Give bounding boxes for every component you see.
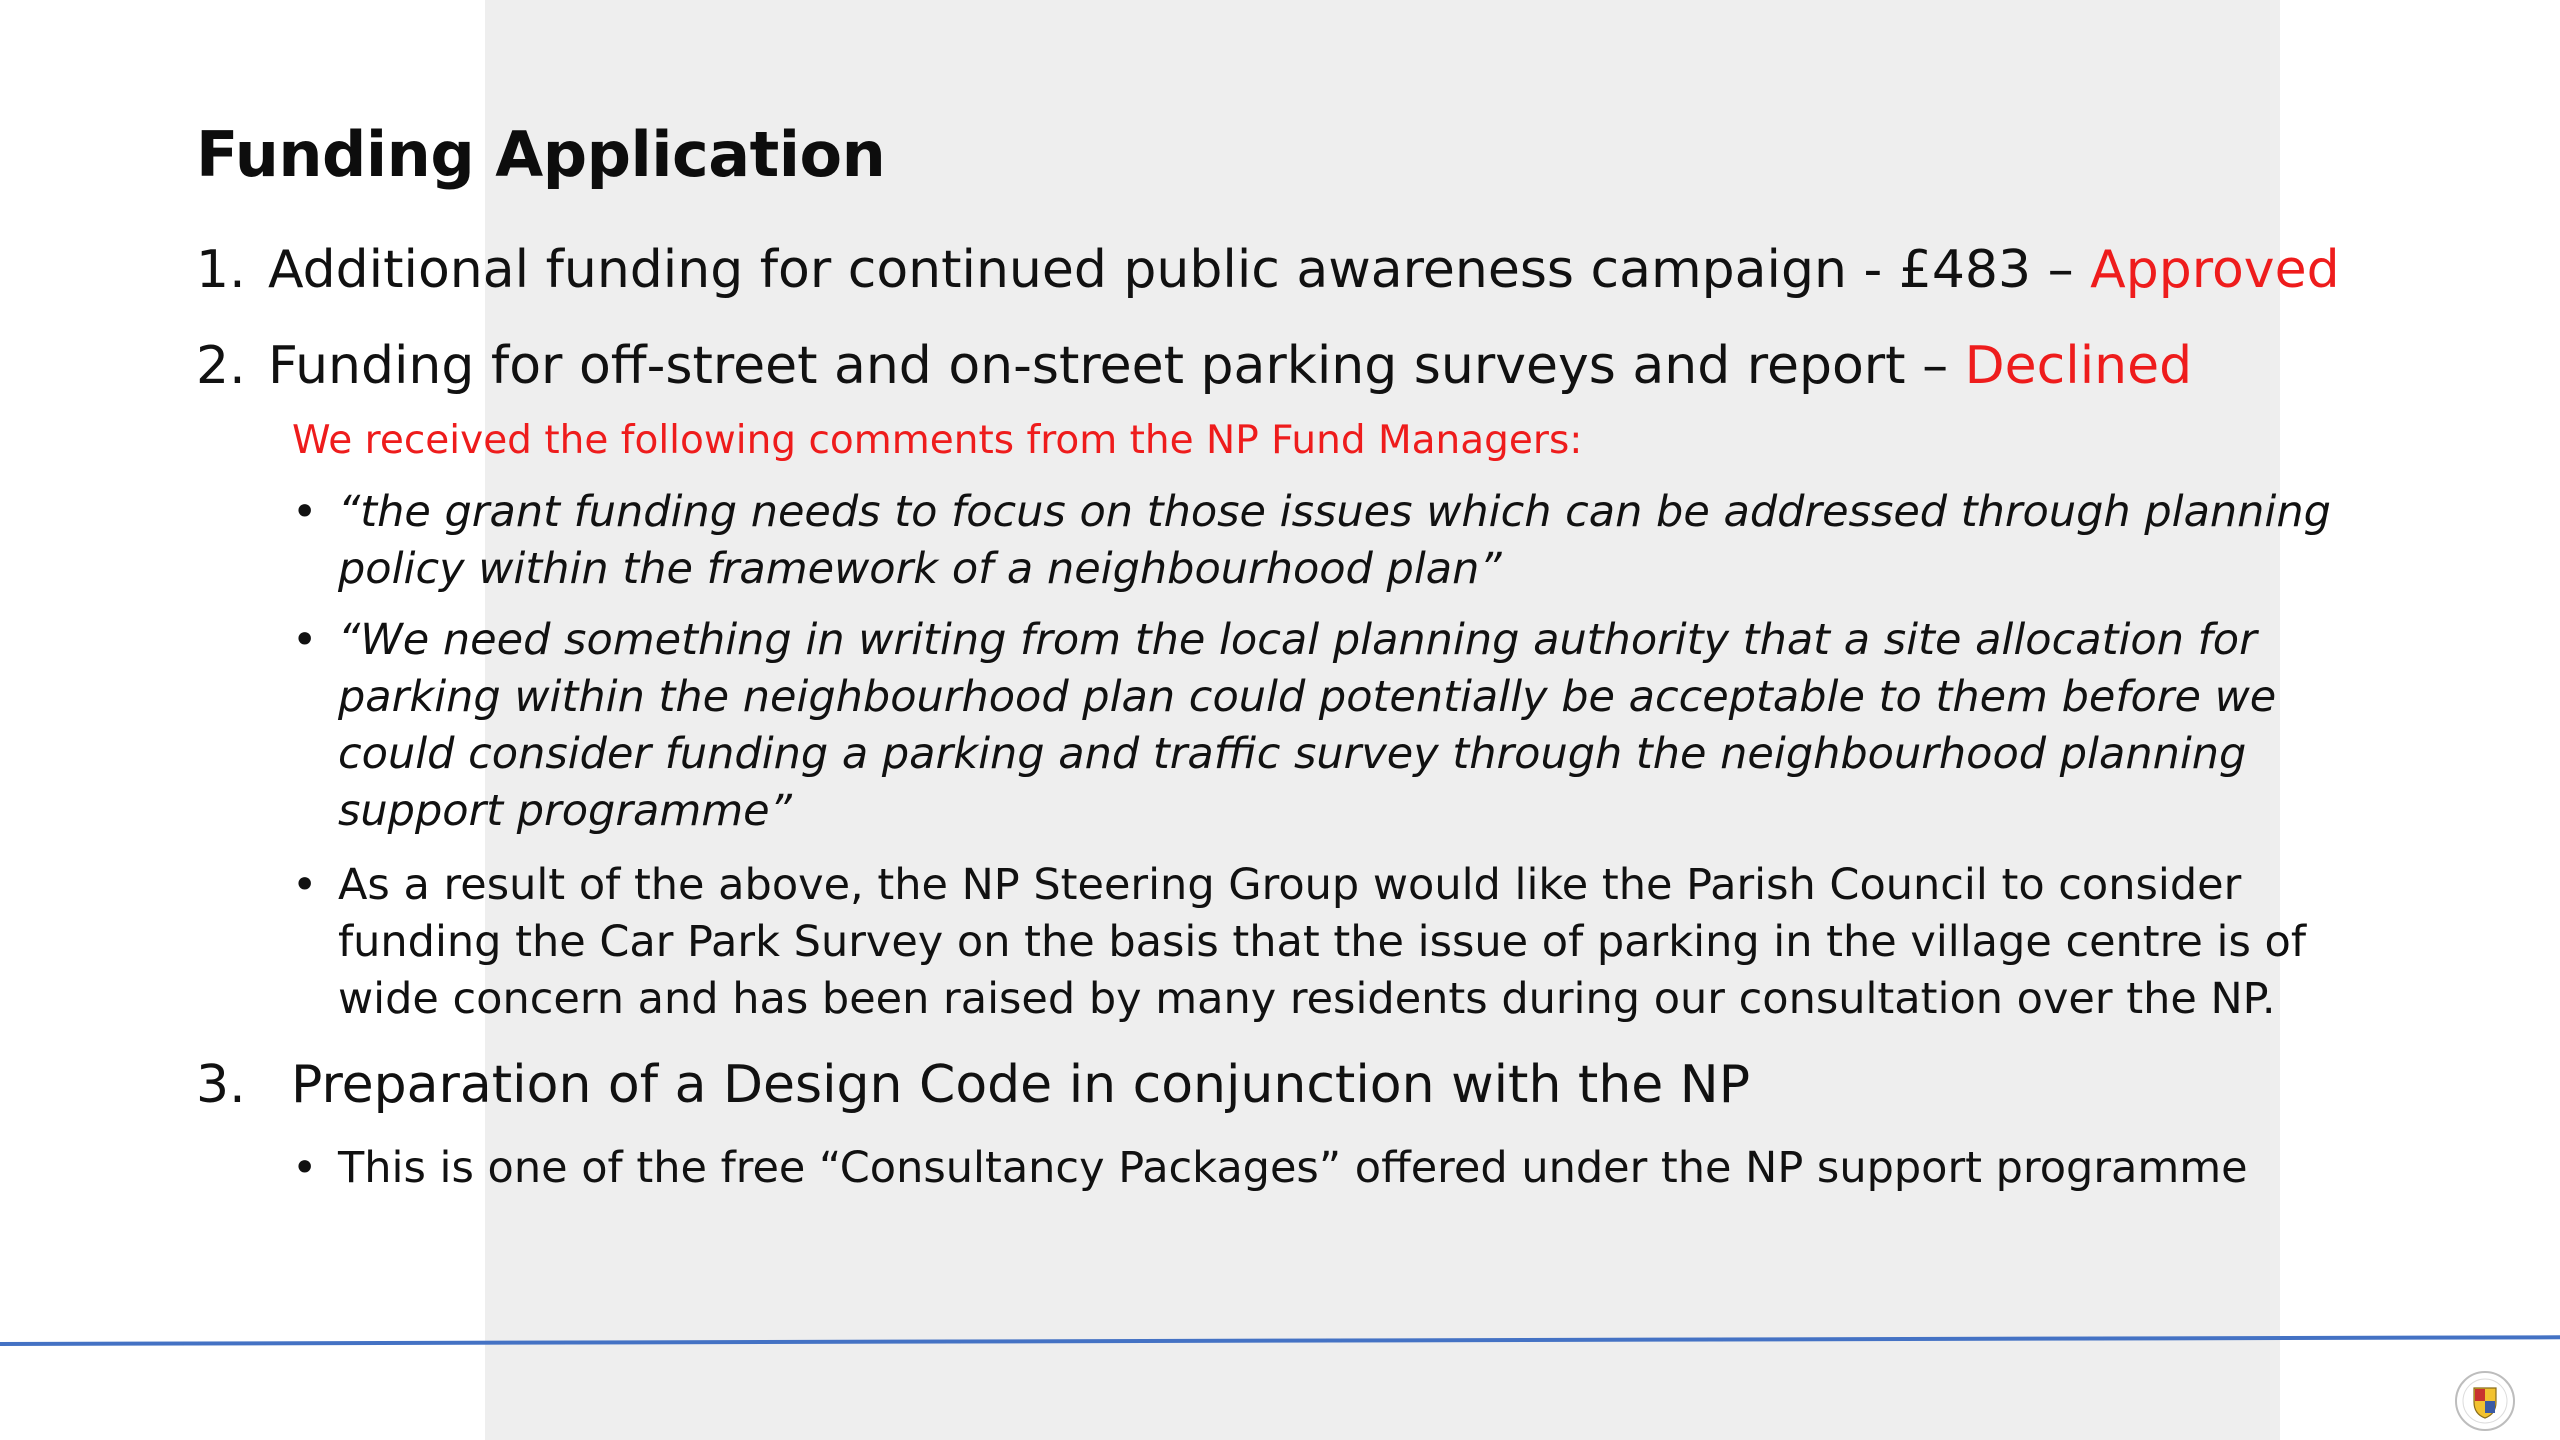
status-approved: Approved xyxy=(2090,240,2340,300)
bullet-quote-2 xyxy=(292,612,2358,840)
bullet-line: parking within the neighbourhood plan could potentially be acceptable to them before we xyxy=(338,672,2277,722)
list-item-text: Preparation of a Design Code in conjunction with the NP xyxy=(291,1055,1751,1115)
bullet-dot: • xyxy=(292,860,318,910)
bullet-line: “the grant funding needs to focus on those issues which can be addressed through planning xyxy=(338,487,2331,537)
bullet-dot: • xyxy=(292,487,318,537)
bullet-consultancy xyxy=(292,1140,2358,1197)
list-item-1 xyxy=(196,240,2340,300)
bullet-line: could consider funding a parking and traffic survey through the neighbourhood planning xyxy=(338,729,2247,779)
bullet-steering-group xyxy=(292,857,2358,1028)
bullet-line: funding the Car Park Survey on the basis that the issue of parking in the village centre is of xyxy=(338,917,2306,967)
list-number: 1. xyxy=(196,240,246,300)
parish-crest-icon xyxy=(2454,1370,2516,1432)
bullet-line: policy within the framework of a neighbourhood plan” xyxy=(338,544,1502,594)
bullet-dot: • xyxy=(292,1143,318,1193)
bullet-line: “We need something in writing from the local planning authority that a site allocation for xyxy=(338,615,2257,665)
list-number: 2. xyxy=(196,336,246,396)
bullet-line: This is one of the free “Consultancy Packages” offered under the NP support programme xyxy=(338,1143,2248,1193)
list-item-3 xyxy=(196,1055,1750,1115)
list-number: 3. xyxy=(196,1055,246,1115)
slide-title: Funding Application xyxy=(196,118,886,191)
bullet-line: support programme” xyxy=(338,786,792,836)
status-declined: Declined xyxy=(1964,336,2193,396)
bullet-line: wide concern and has been raised by many residents during our consultation over the NP. xyxy=(338,974,2276,1024)
list-item-2 xyxy=(196,336,2192,396)
bullet-dot: • xyxy=(292,615,318,665)
list-item-text: Additional funding for continued public awareness campaign - £483 – xyxy=(268,240,2091,300)
bullet-quote-1 xyxy=(292,484,2358,598)
bullet-line: As a result of the above, the NP Steering Group would like the Parish Council to consider xyxy=(338,860,2242,910)
list-item-text: Funding for off-street and on-street parking surveys and report – xyxy=(268,336,1965,396)
comments-intro: We received the following comments from the NP Fund Managers: xyxy=(292,418,1583,463)
